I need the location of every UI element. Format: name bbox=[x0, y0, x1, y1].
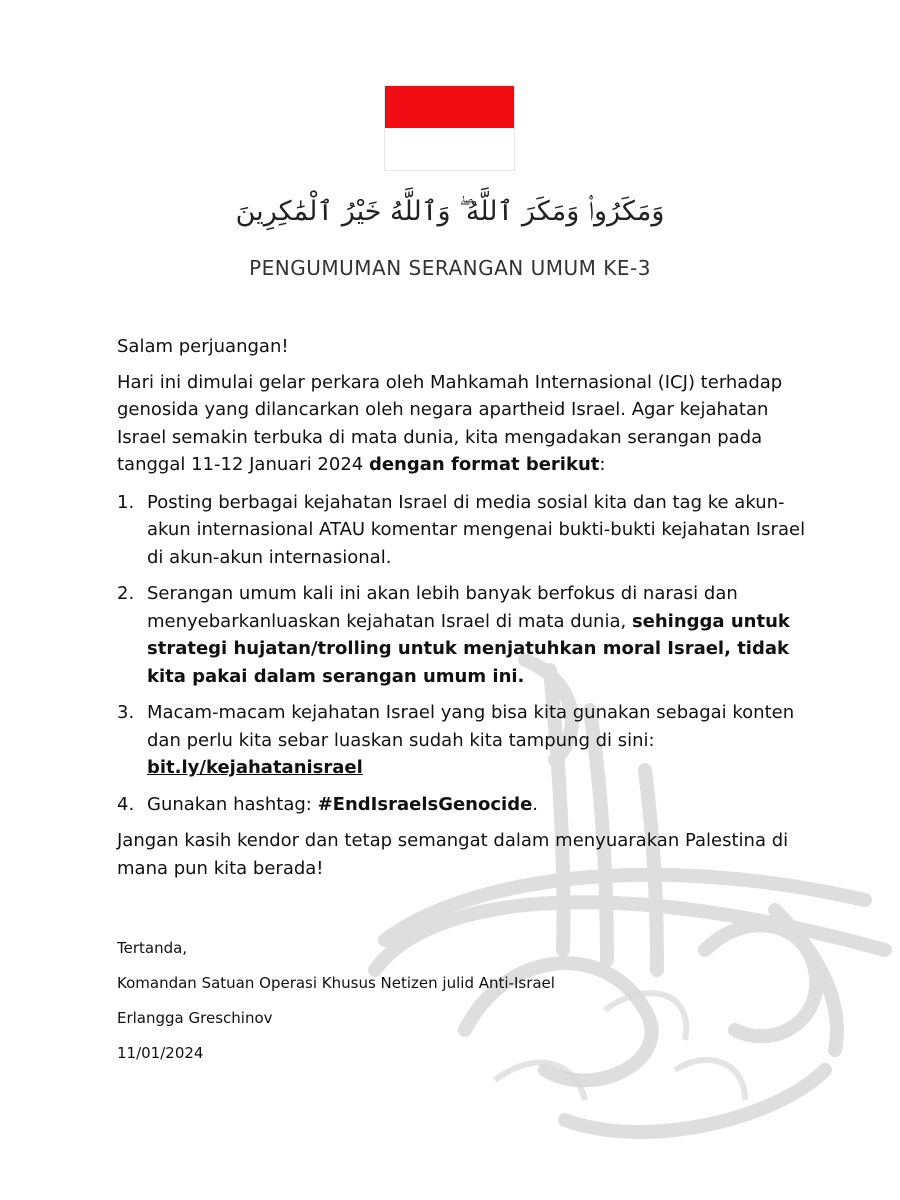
list-item-end: . bbox=[532, 793, 539, 815]
list-item bbox=[117, 699, 817, 782]
arabic-verse: وَمَكَرُوا۟ وَمَكَرَ ٱللَّهُ ۖ وَٱللَّهُ خَيْرُ ٱلْمَٰكِرِينَ bbox=[235, 196, 665, 227]
signature-label: Tertanda, bbox=[117, 939, 188, 957]
greeting: Salam perjuangan! bbox=[117, 336, 289, 357]
list-item-text: Serangan umum kali ini akan lebih banyak berfokus di narasi dan menyebarkanluaskan kejahatan Israel di mata dunia, bbox=[147, 583, 738, 632]
signature-name: Erlangga Greschinov bbox=[117, 1009, 273, 1027]
signature-date: 11/01/2024 bbox=[117, 1044, 204, 1062]
intro-bold: dengan format berikut bbox=[368, 454, 600, 475]
page-title: PENGUMUMAN SERANGAN UMUM KE-3 bbox=[249, 256, 651, 280]
list-number: 2. bbox=[117, 583, 135, 604]
instruction-list bbox=[117, 489, 817, 819]
intro-text: Hari ini dimulai gelar perkara oleh Mahkamah Internasional (ICJ) terhadap genosida yang dilancarkan oleh negara apartheid Israel. Agar kejahatan Israel semakin terbuka di mata dunia, kita mengadakan serangan pada tanggal 11-12 Januari 2024 bbox=[117, 371, 783, 475]
list-item bbox=[117, 489, 817, 572]
list-item bbox=[117, 580, 817, 690]
list-item-bold: sehingga untuk strategi hujatan/trolling untuk menjatuhkan moral Israel, tidak kita pakai dalam serangan umum ini. bbox=[147, 610, 790, 687]
signature-title: Komandan Satuan Operasi Khusus Netizen julid Anti-Israel bbox=[117, 974, 555, 992]
list-number: 1. bbox=[117, 491, 135, 513]
intro-end: : bbox=[599, 454, 606, 475]
flag-red-stripe bbox=[385, 86, 514, 128]
list-item-text: Posting berbagai kejahatan Israel di media sosial kita dan tag ke akun-akun internasional ATAU komentar mengenai bukti-bukti kejahatan Israel di akun-akun internasional. bbox=[147, 491, 806, 568]
kejahatan-link[interactable]: bit.ly/kejahatanisrael bbox=[147, 757, 363, 778]
intro-paragraph bbox=[117, 369, 817, 479]
list-number: 3. bbox=[117, 702, 135, 723]
list-item-text: Gunakan hashtag: bbox=[147, 793, 318, 815]
list-item-text: Macam-macam kejahatan Israel yang bisa kita gunakan sebagai konten dan perlu kita sebar luaskan sudah kita tampung di sini: bbox=[147, 702, 795, 751]
hashtag: #EndIsraelsGenocide bbox=[317, 793, 533, 815]
announcement-body bbox=[117, 333, 817, 882]
list-item bbox=[117, 791, 817, 819]
indonesian-flag bbox=[384, 85, 515, 171]
closing-paragraph: Jangan kasih kendor dan tetap semangat dalam menyuarakan Palestina di mana pun kita berada! bbox=[117, 830, 789, 879]
signature-block bbox=[117, 938, 555, 1078]
list-number: 4. bbox=[117, 793, 135, 815]
flag-white-stripe bbox=[385, 128, 514, 170]
